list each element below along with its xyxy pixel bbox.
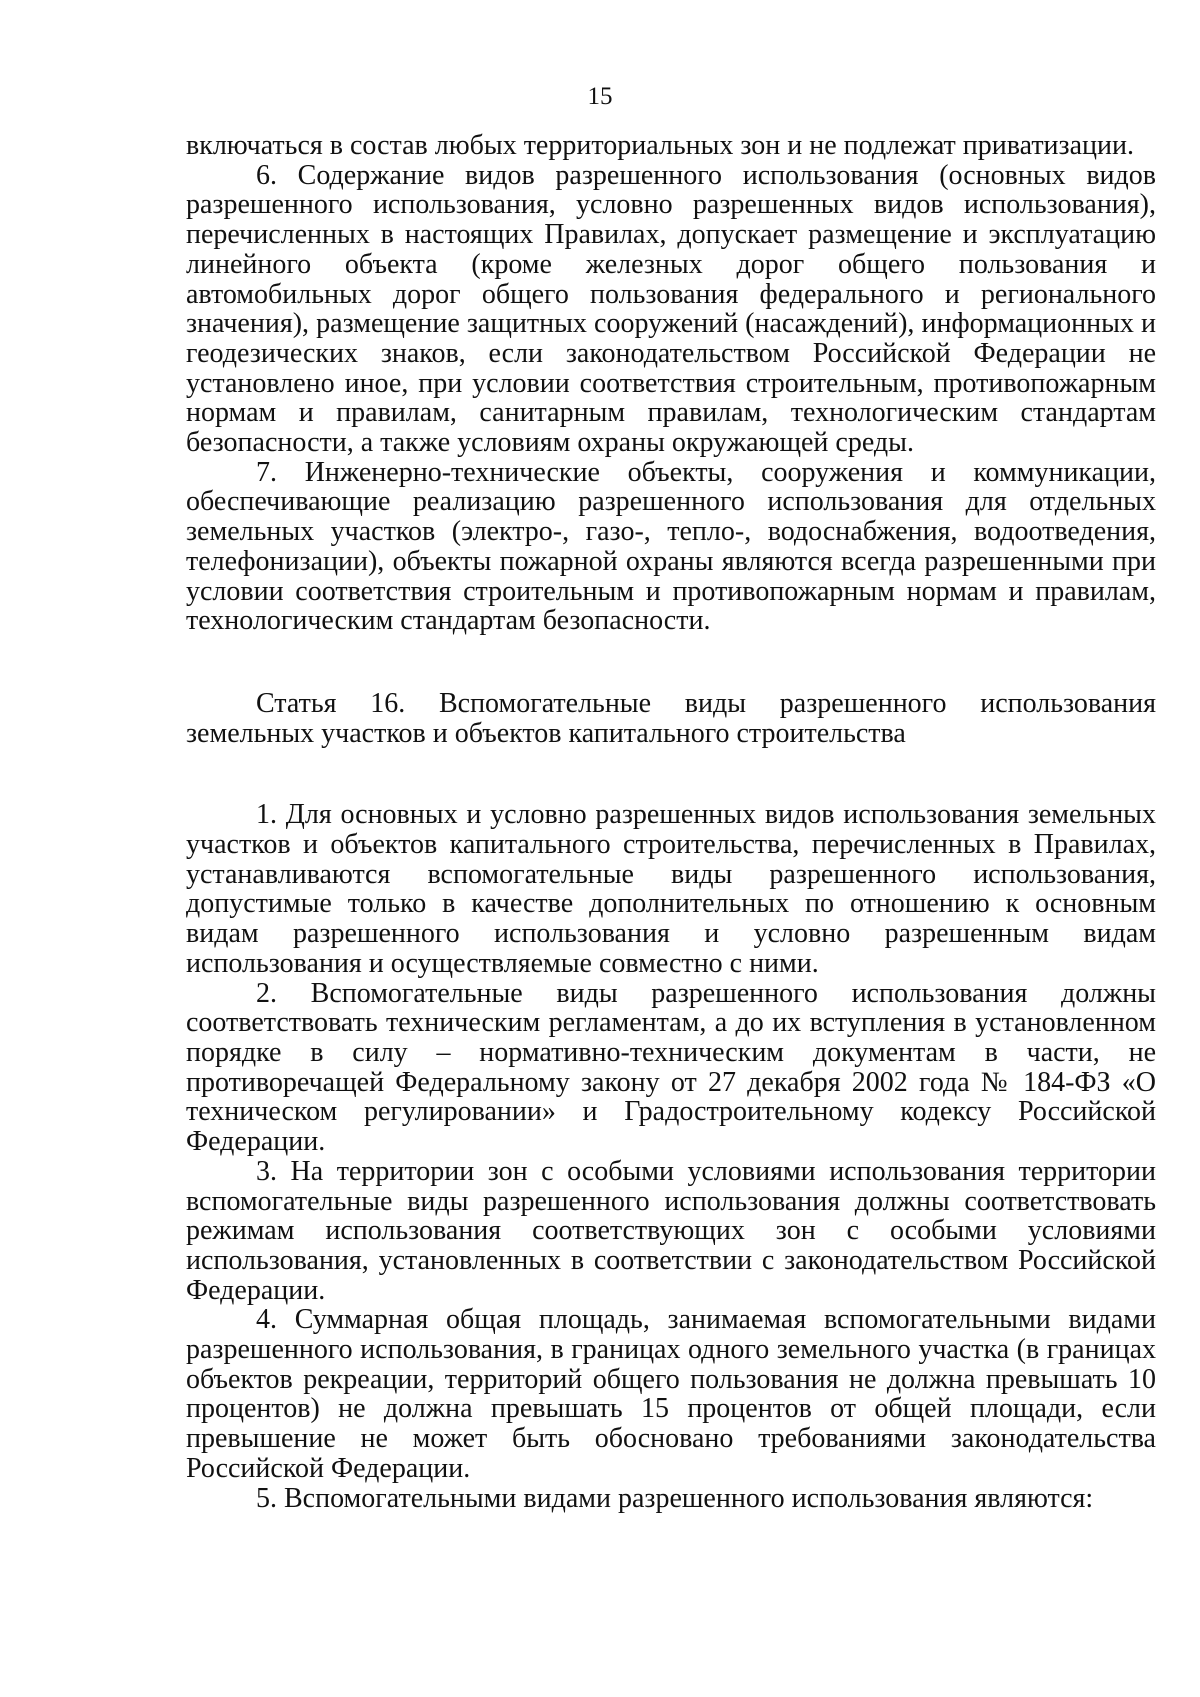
paragraph-item-5: 5. Вспомогательными видами разрешенного использования являются:	[256, 1482, 1094, 1514]
paragraph-item-2: 2. Вспомогательные виды разрешенного использования должны соответствовать техническим регламентам, а до их вступления в установленном порядке в силу – нормативно-техническим документам в части, не противоречащей Федеральному закону от 27 декабря 2002 года № 184-ФЗ «О техническом регулировании» и Градостроительному кодексу Российской Федерации.	[186, 977, 1156, 1158]
paragraph-item-6: 6. Содержание видов разрешенного использования (основных видов разрешенного использования, условно разрешенных видов использования), перечисленных в настоящих Правилах, допускает размещение и эксплуатацию линейного объекта (кроме железных дорог общего пользования и автомобильных дорог общего пользования федерального и регионального значения), размещение защитных сооружений (насаждений), информационных и геодезических знаков, если законодательством Российской Федерации не установлено иное, при условии соответствия строительным, противопожарным нормам и правилам, санитарным правилам, технологическим стандартам безопасности, а также условиям охраны окружающей среды.	[186, 159, 1156, 459]
paragraph-item-1: 1. Для основных и условно разрешенных видов использования земельных участков и объектов капитального строительства, перечисленных в Правилах, устанавливаются вспомогательные виды разрешенного использования, допустимые только в качестве дополнительных по отношению к основным видам разрешенного использования и условно разрешенным видам использования и осуществляемые совместно с ними.	[186, 799, 1156, 979]
article-heading: Статья 16. Вспомогательные виды разрешенного использования земельных участков и объектов капитального строительства	[186, 687, 1156, 749]
paragraph-item-7: 7. Инженерно-технические объекты, сооружения и коммуникации, обеспечивающие реализацию разрешенного использования для отдельных земельных участков (электро-, газо-, тепло-, водоснабжения, водоотведения, телефонизации), объекты пожарной охраны являются всегда разрешенными при условии соответствия строительным и противопожарным нормам и правилам, технологическим стандартам безопасности.	[186, 456, 1156, 637]
spacer	[186, 636, 1156, 689]
document-body	[186, 131, 1156, 1513]
page-number: 15	[587, 83, 613, 110]
paragraph-continuation: включаться в состав любых территориальных зон и не подлежат приватизации.	[186, 130, 1134, 161]
spacer	[186, 748, 1156, 800]
paragraph-item-4: 4. Суммарная общая площадь, занимаемая вспомогательными видами разрешенного использования, в границах одного земельного участка (в границах объектов рекреации, территорий общего пользования не должна превышать 10 процентов) не должна превышать 15 процентов от общей площади, если превышение не может быть обосновано требованиями законодательства Российской Федерации.	[186, 1304, 1156, 1484]
paragraph-item-3: 3. На территории зон с особыми условиями использования территории вспомогательные виды разрешенного использования должны соответствовать режимам использования соответствующих зон с особыми условиями использования, установленных в соответствии с законодательством Российской Федерации.	[186, 1155, 1156, 1306]
